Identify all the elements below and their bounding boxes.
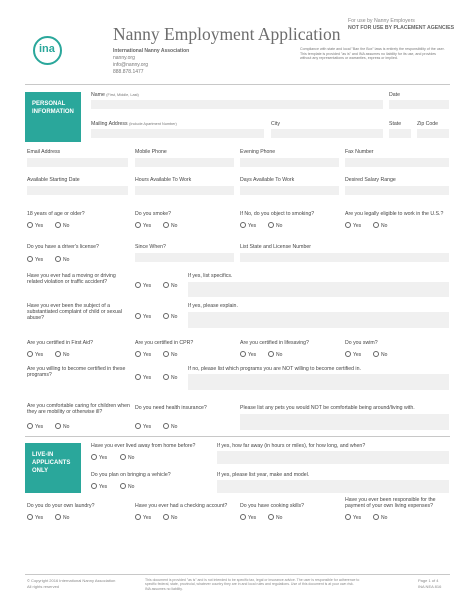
radio-icon bbox=[120, 483, 126, 489]
object-no[interactable] bbox=[268, 223, 282, 229]
no-label: No bbox=[171, 352, 178, 358]
radio-icon bbox=[240, 351, 246, 357]
no-label: No bbox=[381, 515, 388, 521]
yes-label: Yes bbox=[99, 455, 108, 461]
no-label: No bbox=[171, 424, 178, 430]
no-label: No bbox=[63, 352, 70, 358]
radio-icon bbox=[268, 514, 274, 520]
footer-page: Page 1 of 4 bbox=[418, 578, 439, 583]
health-yes[interactable] bbox=[135, 424, 151, 430]
violation-specifics-label: If yes, list specifics. bbox=[188, 273, 233, 279]
health-no[interactable] bbox=[163, 424, 177, 430]
no-label: No bbox=[63, 515, 70, 521]
radio-icon bbox=[120, 454, 126, 460]
address-field[interactable] bbox=[91, 129, 264, 138]
no-label: No bbox=[171, 515, 178, 521]
radio-icon bbox=[55, 222, 61, 228]
hours-label: Hours Available To Work bbox=[135, 177, 192, 183]
yes-label: Yes bbox=[248, 352, 257, 358]
yes-label: Yes bbox=[35, 223, 44, 229]
salary-field[interactable] bbox=[345, 186, 449, 195]
abuse-yes[interactable] bbox=[135, 314, 151, 320]
disabilities-yes[interactable] bbox=[27, 424, 43, 430]
radio-icon bbox=[345, 222, 351, 228]
laundry-no[interactable] bbox=[55, 515, 69, 521]
vehicle-no[interactable] bbox=[120, 484, 134, 490]
lived-away-no[interactable] bbox=[120, 455, 134, 461]
disabilities-question: Are you comfortable caring for children when they are mobility or otherwise ill? bbox=[27, 403, 130, 415]
no-label: No bbox=[171, 283, 178, 289]
no-label: No bbox=[128, 455, 135, 461]
certify-no[interactable] bbox=[163, 375, 177, 381]
radio-icon bbox=[135, 514, 141, 520]
radio-icon bbox=[91, 483, 97, 489]
radio-icon bbox=[27, 222, 33, 228]
yes-label: Yes bbox=[35, 515, 44, 521]
radio-icon bbox=[240, 514, 246, 520]
footer-notice: This document is provided "as is" and is not intended to be specific tax, legal or insurance advice. The user is responsible for adherence to specific federal, state, provincial, whatever country they are in and local rules and regulations. Use of this document is at your own risk. INA assumes no liability. bbox=[145, 578, 360, 591]
footer-divider bbox=[25, 574, 450, 575]
pets-field[interactable] bbox=[240, 414, 449, 430]
yes-label: Yes bbox=[35, 352, 44, 358]
smoke-no[interactable] bbox=[163, 223, 177, 229]
date-label: Date bbox=[389, 92, 400, 98]
radio-icon bbox=[91, 454, 97, 460]
radio-icon bbox=[163, 374, 169, 380]
vehicle-year-label: If yes, please list year, make and model. bbox=[217, 472, 310, 478]
swim-question: Do you swim? bbox=[345, 340, 378, 346]
license-question: Do you have a driver's license? bbox=[27, 244, 99, 250]
no-label: No bbox=[171, 223, 178, 229]
cpr-question: Are you certified in CPR? bbox=[135, 340, 194, 346]
hours-field[interactable] bbox=[135, 186, 234, 195]
first-aid-question: Are you certified in First Aid? bbox=[27, 340, 94, 346]
radio-icon bbox=[55, 514, 61, 520]
footer-rights: All rights reserved bbox=[27, 584, 60, 589]
swim-yes[interactable] bbox=[345, 352, 361, 358]
personal-info-banner bbox=[25, 92, 81, 142]
radio-icon bbox=[163, 282, 169, 288]
eligible-question: Are you legally eligible to work in the U.S.? bbox=[345, 211, 444, 217]
live-in-banner-line2: APPLICANTS bbox=[32, 460, 71, 466]
city-field[interactable] bbox=[271, 129, 383, 138]
days-field[interactable] bbox=[240, 186, 339, 195]
name-label bbox=[91, 92, 139, 98]
laundry-yes[interactable] bbox=[27, 515, 43, 521]
object-smoking-question: If No, do you object to smoking? bbox=[240, 211, 315, 217]
first-aid-no[interactable] bbox=[55, 352, 69, 358]
address-label-text: Mailing Address bbox=[91, 121, 128, 127]
no-label: No bbox=[381, 352, 388, 358]
radio-icon bbox=[135, 313, 141, 319]
fax-label: Fax Number bbox=[345, 149, 374, 155]
lived-away-question: Have you ever lived away from home before? bbox=[91, 443, 196, 449]
radio-icon bbox=[163, 514, 169, 520]
object-yes[interactable] bbox=[240, 223, 256, 229]
license-state-label: List State and License Number bbox=[240, 244, 311, 250]
radio-icon bbox=[55, 423, 61, 429]
age-question: 18 years of age or older? bbox=[27, 211, 85, 217]
live-in-banner-line1: LIVE-IN bbox=[32, 452, 54, 458]
days-label: Days Available To Work bbox=[240, 177, 295, 183]
radio-icon bbox=[135, 423, 141, 429]
license-no[interactable] bbox=[55, 257, 69, 263]
mobile-field[interactable] bbox=[135, 158, 234, 167]
header-disclaimer: Compliance with state and local "Ban the Box" laws is entirely the responsibility of the user. This template is provided "as is" and INA assumes no liability for its use, and provides without any representations or warranties, express or implied. bbox=[300, 47, 445, 61]
since-field[interactable] bbox=[135, 253, 234, 262]
use-line-1: For use by Nanny Employers bbox=[348, 18, 415, 24]
radio-icon bbox=[163, 351, 169, 357]
yes-label: Yes bbox=[143, 424, 152, 430]
radio-icon bbox=[27, 423, 33, 429]
evening-field[interactable] bbox=[240, 158, 339, 167]
salary-label: Desired Salary Range bbox=[345, 177, 396, 183]
violation-question: Have you ever had a moving or driving related violation or traffic accident? bbox=[27, 273, 116, 285]
yes-label: Yes bbox=[35, 257, 44, 263]
health-insurance-question: Do you need health insurance? bbox=[135, 405, 207, 411]
name-label-text: Name bbox=[91, 92, 105, 98]
org-site: nanny.org bbox=[113, 55, 135, 61]
yes-label: Yes bbox=[248, 515, 257, 521]
eligible-yes[interactable] bbox=[345, 223, 361, 229]
email-field[interactable] bbox=[27, 158, 128, 167]
radio-icon bbox=[240, 222, 246, 228]
yes-label: Yes bbox=[353, 223, 362, 229]
checking-yes[interactable] bbox=[135, 515, 151, 521]
ina-logo-text: ina bbox=[39, 43, 55, 55]
yes-label: Yes bbox=[99, 484, 108, 490]
yes-label: Yes bbox=[143, 352, 152, 358]
eligible-no[interactable] bbox=[373, 223, 387, 229]
address-hint: (Include Apartment Number) bbox=[129, 122, 177, 126]
yes-label: Yes bbox=[248, 223, 257, 229]
lifesaving-question: Are you certified in lifesaving? bbox=[240, 340, 309, 346]
age-no[interactable] bbox=[55, 223, 69, 229]
no-label: No bbox=[276, 515, 283, 521]
cooking-yes[interactable] bbox=[240, 515, 256, 521]
yes-label: Yes bbox=[353, 352, 362, 358]
expenses-yes[interactable] bbox=[345, 515, 361, 521]
checking-question: Have you ever had a checking account? bbox=[135, 503, 228, 509]
use-line-2: NOT FOR USE BY PLACEMENT AGENCIES bbox=[348, 25, 455, 31]
no-label: No bbox=[63, 257, 70, 263]
yes-label: Yes bbox=[143, 283, 152, 289]
programs-not-field[interactable] bbox=[188, 374, 449, 390]
start-field[interactable] bbox=[27, 186, 128, 195]
smoke-yes[interactable] bbox=[135, 223, 151, 229]
radio-icon bbox=[345, 351, 351, 357]
radio-icon bbox=[55, 256, 61, 262]
violation-specifics-field[interactable] bbox=[188, 282, 449, 297]
abuse-explain-field[interactable] bbox=[188, 312, 449, 328]
start-label: Available Starting Date bbox=[27, 177, 80, 183]
radio-icon bbox=[135, 222, 141, 228]
no-label: No bbox=[171, 375, 178, 381]
license-state-field[interactable] bbox=[240, 253, 449, 262]
radio-icon bbox=[135, 282, 141, 288]
state-field[interactable] bbox=[389, 129, 411, 138]
certify-programs-question: Are you willing to become certified in these programs? bbox=[27, 366, 126, 378]
name-hint: (First, Middle, Last) bbox=[106, 93, 139, 97]
cpr-no[interactable] bbox=[163, 352, 177, 358]
radio-icon bbox=[27, 256, 33, 262]
radio-icon bbox=[345, 514, 351, 520]
how-far-field[interactable] bbox=[217, 451, 449, 464]
cooking-question: Do you have cooking skills? bbox=[240, 503, 305, 509]
radio-icon bbox=[55, 351, 61, 357]
certify-yes[interactable] bbox=[135, 375, 151, 381]
no-label: No bbox=[381, 223, 388, 229]
yes-label: Yes bbox=[143, 314, 152, 320]
cpr-yes[interactable] bbox=[135, 352, 151, 358]
no-label: No bbox=[63, 424, 70, 430]
state-label: State bbox=[389, 121, 402, 127]
no-label: No bbox=[128, 484, 135, 490]
personal-banner-line2: INFORMATION bbox=[32, 109, 74, 115]
zip-field[interactable] bbox=[417, 129, 449, 138]
age-yes[interactable] bbox=[27, 223, 43, 229]
live-in-banner-line3: ONLY bbox=[32, 468, 49, 474]
footer-copyright: © Copyright 2016 International Nanny Association bbox=[27, 578, 116, 583]
abuse-explain-label: If yes, please explain. bbox=[188, 303, 238, 309]
vehicle-year-field[interactable] bbox=[217, 480, 449, 493]
checking-no[interactable] bbox=[163, 515, 177, 521]
radio-icon bbox=[27, 514, 33, 520]
zip-label: Zip Code bbox=[417, 121, 439, 127]
radio-icon bbox=[268, 351, 274, 357]
name-field[interactable] bbox=[91, 100, 383, 109]
laundry-question: Do you do your own laundry? bbox=[27, 503, 95, 509]
radio-icon bbox=[163, 313, 169, 319]
yes-label: Yes bbox=[353, 515, 362, 521]
living-expenses-question: Have you ever been responsible for the payment of your own living expenses? bbox=[345, 497, 436, 509]
expenses-no[interactable] bbox=[373, 515, 387, 521]
lifesaving-no[interactable] bbox=[268, 352, 282, 358]
lifesaving-yes[interactable] bbox=[240, 352, 256, 358]
since-label: Since When? bbox=[135, 244, 166, 250]
no-label: No bbox=[63, 223, 70, 229]
live-in-banner bbox=[25, 443, 81, 493]
city-label: City bbox=[271, 121, 280, 127]
radio-icon bbox=[163, 423, 169, 429]
vehicle-yes[interactable] bbox=[91, 484, 107, 490]
mobile-label: Mobile Phone bbox=[135, 149, 167, 155]
bring-vehicle-question: Do you plan on bringing a vehicle? bbox=[91, 472, 171, 478]
header-divider bbox=[25, 84, 450, 85]
abuse-no[interactable] bbox=[163, 314, 177, 320]
violation-no[interactable] bbox=[163, 283, 177, 289]
radio-icon bbox=[373, 351, 379, 357]
yes-label: Yes bbox=[143, 375, 152, 381]
yes-label: Yes bbox=[35, 424, 44, 430]
violation-yes[interactable] bbox=[135, 283, 151, 289]
radio-icon bbox=[163, 222, 169, 228]
no-label: No bbox=[171, 314, 178, 320]
fax-field[interactable] bbox=[345, 158, 449, 167]
programs-not-label: If no, please list which programs you are NOT willing to become certified in. bbox=[188, 366, 361, 372]
yes-label: Yes bbox=[143, 515, 152, 521]
cooking-no[interactable] bbox=[268, 515, 282, 521]
radio-icon bbox=[135, 351, 141, 357]
radio-icon bbox=[373, 222, 379, 228]
evening-label: Evening Phone bbox=[240, 149, 276, 155]
radio-icon bbox=[373, 514, 379, 520]
radio-icon bbox=[268, 222, 274, 228]
org-name: International Nanny Association bbox=[113, 48, 190, 54]
yes-label: Yes bbox=[143, 223, 152, 229]
disabilities-no[interactable] bbox=[55, 424, 69, 430]
radio-icon bbox=[135, 374, 141, 380]
personal-banner-line1: PERSONAL bbox=[32, 101, 66, 107]
smoke-question: Do you smoke? bbox=[135, 211, 172, 217]
radio-icon bbox=[27, 351, 33, 357]
section-divider bbox=[25, 436, 450, 437]
org-phone: 888.878.1477 bbox=[113, 69, 144, 75]
swim-no[interactable] bbox=[373, 352, 387, 358]
no-label: No bbox=[276, 223, 283, 229]
no-label: No bbox=[276, 352, 283, 358]
footer-form-id: INA NEA 816 bbox=[418, 584, 442, 589]
org-email: info@nanny.org bbox=[113, 62, 149, 68]
page-title: Nanny Employment Application bbox=[113, 24, 341, 44]
abuse-question: Have you ever been the subject of a substantiated complaint of child or sexual abuse? bbox=[27, 303, 122, 321]
first-aid-yes[interactable] bbox=[27, 352, 43, 358]
license-yes[interactable] bbox=[27, 257, 43, 263]
how-far-label: If yes, how far away (in hours or miles), for how long, and when? bbox=[217, 443, 366, 449]
email-label: Email Address bbox=[27, 149, 61, 155]
date-field[interactable] bbox=[389, 100, 449, 109]
address-label bbox=[91, 121, 177, 127]
pets-label: Please list any pets you would NOT be comfortable being around/living with. bbox=[240, 405, 415, 411]
lived-away-yes[interactable] bbox=[91, 455, 107, 461]
